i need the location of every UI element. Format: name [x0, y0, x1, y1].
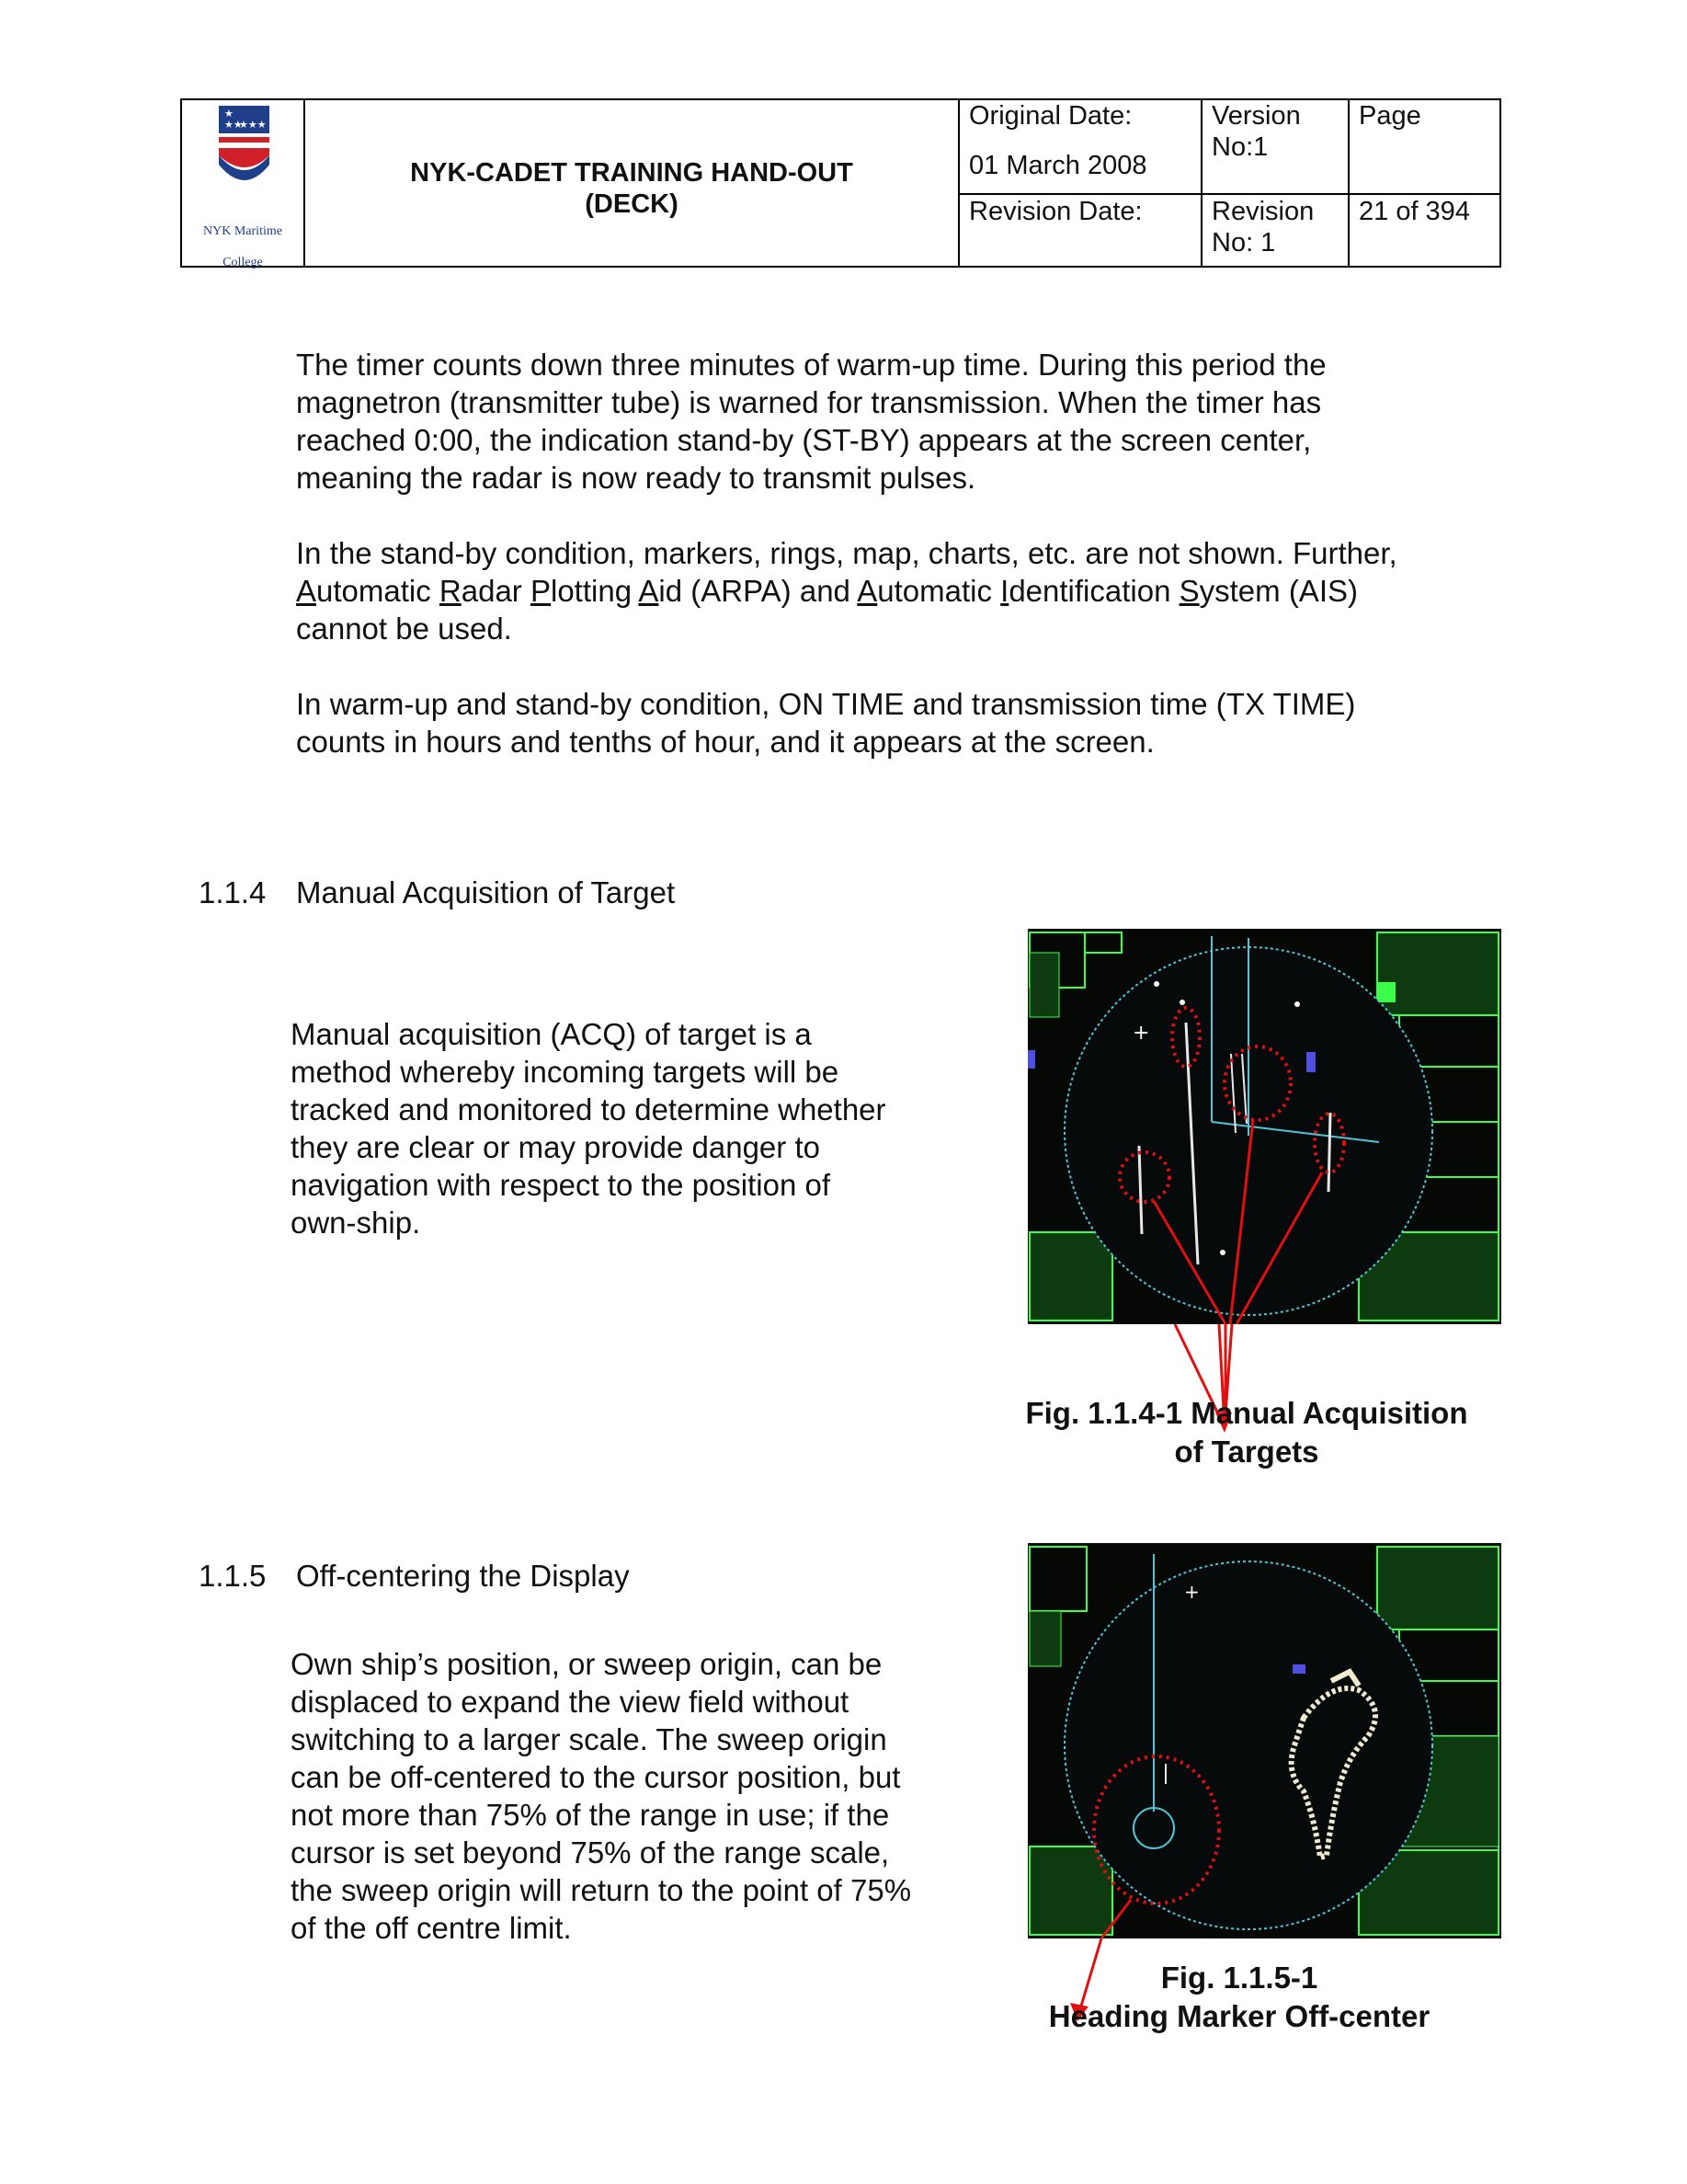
text-line: method whereby incoming targets will be [291, 1055, 839, 1089]
manual-acquisition-text [291, 1015, 971, 1241]
document-header-table [180, 98, 1501, 268]
revision-label: Revision [1212, 197, 1315, 226]
page-label-cell [1359, 100, 1497, 131]
svg-text:+: + [1184, 1581, 1200, 1603]
paragraph-warmup-timer [296, 346, 1510, 497]
college-logo [182, 100, 303, 269]
text-line: of the off centre limit. [291, 1911, 572, 1945]
text-line: meaning the radar is now ready to transmit pulses. [296, 461, 976, 495]
section-number: 1.1.5 [199, 1559, 267, 1593]
college-logo-text: NYK Maritime College [203, 224, 282, 269]
text-line: own-ship. [291, 1206, 421, 1240]
text-line: the sweep origin will return to the point of 75% [291, 1873, 912, 1907]
page-value-cell [1359, 196, 1497, 227]
text-line: In the stand-by condition, markers, rings, map, charts, etc. are not shown. Further, [296, 536, 1397, 570]
document-title-line1: NYK-CADET TRAINING HAND-OUT [410, 158, 853, 188]
section-heading-1-1-5 [199, 1557, 630, 1595]
revision-date-cell [969, 196, 1199, 227]
figure-caption-1-1-5-1 [1019, 1959, 1460, 2036]
version-number: No:1 [1212, 132, 1269, 162]
text-line: can be off-centered to the cursor position, but [291, 1760, 901, 1794]
version-cell [1212, 100, 1346, 163]
radar-image-manual-acquisition [1028, 929, 1501, 1324]
text-line: not more than 75% of the range in use; if the [291, 1798, 890, 1832]
paragraph-standby-condition [296, 534, 1510, 647]
text-line: magnetron (transmitter tube) is warned for transmission. When the timer has [296, 385, 1322, 419]
caption-line: of Targets [1174, 1435, 1319, 1469]
svg-text:★★: ★★ [224, 119, 243, 131]
original-date-label: Original Date: [969, 101, 1133, 131]
text-line: Manual acquisition (ACQ) of target is a [291, 1017, 812, 1051]
document-title-line2: (DECK) [585, 189, 678, 219]
section-title: Manual Acquisition of Target [296, 875, 676, 909]
caption-line: Fig. 1.1.4-1 Manual Acquisition [1025, 1396, 1468, 1430]
section-heading-1-1-4 [199, 874, 675, 911]
text-line: switching to a larger scale. The sweep origin [291, 1722, 887, 1756]
version-label: Version [1212, 101, 1301, 131]
revision-number: No: 1 [1212, 228, 1276, 257]
page-label: Page [1359, 101, 1421, 131]
text-line: The timer counts down three minutes of warm-up time. During this period the [296, 348, 1327, 382]
text-line: navigation with respect to the position of [291, 1168, 831, 1202]
revision-date-label: Revision Date: [969, 197, 1143, 226]
svg-text:+: + [1133, 1022, 1150, 1045]
text-line: reached 0:00, the indication stand-by (ST-BY) appears at the screen center, [296, 423, 1312, 457]
original-date-value: 01 March 2008 [969, 151, 1147, 180]
text-line: counts in hours and tenths of hour, and it appears at the screen. [296, 725, 1155, 759]
document-title [305, 100, 958, 266]
text-line: Own ship’s position, or sweep origin, can be [291, 1647, 883, 1681]
page-number: 21 of 394 [1359, 197, 1470, 226]
college-flag-icon [182, 100, 303, 220]
svg-text:★: ★ [224, 108, 234, 120]
text-line: they are clear or may provide danger to [291, 1130, 820, 1164]
section-number: 1.1.4 [199, 875, 267, 909]
radar-image-off-center [1028, 1543, 1501, 1938]
off-centering-text [291, 1645, 971, 1947]
text-line: cannot be used. [296, 612, 512, 646]
revision-cell [1212, 196, 1346, 258]
text-line: cursor is set beyond 75% of the range scale, [291, 1835, 890, 1870]
original-date-cell [969, 100, 1199, 181]
figure-caption-1-1-4-1 [998, 1394, 1495, 1471]
svg-text:★★★: ★★★ [239, 119, 267, 131]
text-line: tracked and monitored to determine whether [291, 1092, 886, 1126]
text-line: displaced to expand the view field without [291, 1685, 849, 1719]
caption-line: Heading Marker Off-center [1048, 1999, 1431, 2033]
text-line: In warm-up and stand-by condition, ON TIME and transmission time (TX TIME) [296, 687, 1356, 721]
text-line-arpa-ais: Automatic Radar Plotting Aid (ARPA) and Automatic Identification System (AIS) [296, 574, 1358, 608]
paragraph-on-time-tx-time [296, 685, 1510, 760]
caption-line: Fig. 1.1.5-1 [1160, 1961, 1318, 1995]
section-title: Off-centering the Display [296, 1559, 630, 1593]
